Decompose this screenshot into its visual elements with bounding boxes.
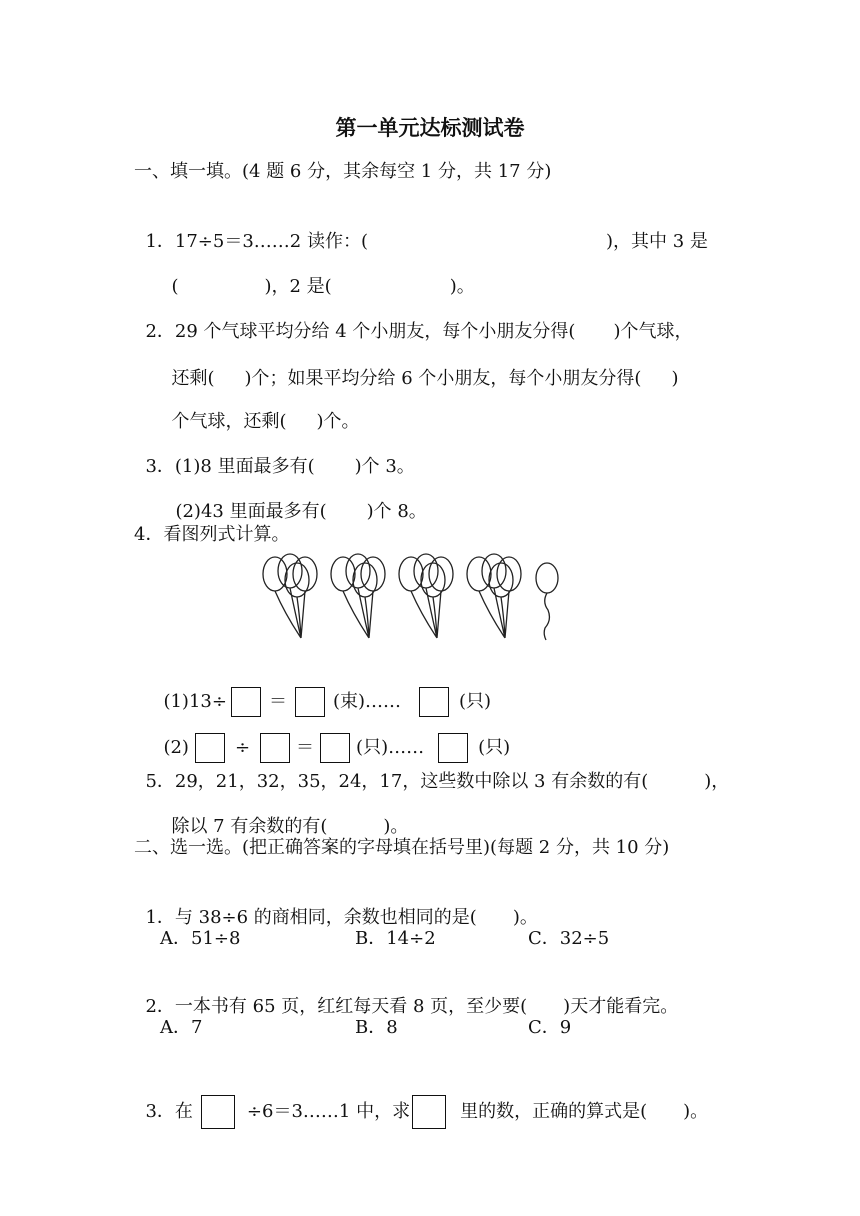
q4-row2-text-e: (只) (478, 737, 511, 758)
single-balloon (536, 563, 558, 640)
q3-text-b: )个 3。 (354, 456, 415, 477)
s2-q3-text-c: 里的数，正确的算式是( (460, 1101, 648, 1122)
page-title: 第一单元达标测试卷 (335, 116, 525, 140)
q2-line3 (160, 386, 360, 434)
q1-text-d: )，2 是( (264, 276, 332, 297)
s2-q2-option-a[interactable]: A．7 (160, 1017, 203, 1038)
section2-heading: 二、选一选。(把正确答案的字母填在括号里)(每题 2 分，共 10 分) (134, 837, 670, 858)
balloon-bunch-3 (399, 554, 453, 638)
q2-line2 (160, 343, 678, 391)
s2-q1-option-c[interactable]: C．32÷5 (528, 928, 610, 949)
q1-line1 (134, 206, 708, 254)
s2-q2-stem (134, 971, 678, 1019)
s2-q3-text-a: 3．在 (145, 1101, 193, 1122)
answer-box[interactable] (412, 1095, 446, 1129)
q4-row2-text-d: (只)…… (356, 737, 425, 758)
q4-row2-text-a: (2) (163, 737, 189, 758)
q2-text-b: )个气球， (613, 321, 693, 342)
q1-text-a: 1．17÷5＝3……2 读作：( (145, 231, 368, 252)
q4-row2-text-c: ＝ (296, 737, 315, 758)
section1-heading: 一、填一填。(4 题 6 分，其余每空 1 分，共 17 分) (134, 161, 552, 182)
q4-prompt: 4．看图列式计算。 (134, 524, 290, 545)
q5-text-d: )。 (383, 816, 409, 837)
q4-row1-text-c: (束)…… (332, 691, 401, 712)
balloon-bunch-2 (331, 554, 385, 638)
q3-text-d: )个 8。 (366, 501, 427, 522)
balloon-bunch-1 (263, 554, 317, 638)
q4-row2-text-b: ÷ (234, 737, 251, 758)
q5-text-a: 5．29，21，32，35，24，17，这些数中除以 3 有余数的有( (145, 771, 649, 792)
q3-text-c: (2)43 里面最多有( (175, 501, 327, 522)
s2-q3-text-b: ÷6＝3……1 中，求 (246, 1101, 411, 1122)
balloon-bunch-4 (467, 554, 521, 638)
q2-text-g: )个。 (316, 411, 360, 432)
s2-q1-stem (134, 882, 538, 930)
q2-text-a: 2．29 个气球平均分给 4 个小朋友，每个小朋友分得( (145, 321, 576, 342)
q1-text-b: )，其中 3 是 (606, 231, 708, 252)
q5-line2 (160, 791, 408, 839)
q5-text-c: 除以 7 有余数的有( (171, 816, 328, 837)
q3-line1 (134, 431, 415, 479)
q1-text-c: ( (171, 276, 179, 297)
s2-q1-text-a: 1．与 38÷6 的商相同，余数也相同的是( (145, 907, 477, 928)
s2-q3-text-d: )。 (683, 1101, 709, 1122)
q3-text-a: 3．(1)8 里面最多有( (145, 456, 315, 477)
q4-row1-text-a: (1)13÷ (163, 691, 227, 712)
q2-line1 (134, 296, 692, 344)
s2-q1-option-b[interactable]: B．14÷2 (355, 928, 436, 949)
q2-text-d: )个；如果平均分给 6 个小朋友，每个小朋友分得( (244, 368, 642, 389)
q4-row1-text-b: ＝ (268, 691, 287, 712)
q5-text-b: )， (704, 771, 730, 792)
q2-text-c: 还剩( (171, 368, 215, 389)
balloon-illustration (255, 552, 565, 644)
answer-box[interactable] (201, 1095, 235, 1129)
q2-text-e: ) (671, 368, 679, 389)
q5-line1 (134, 746, 729, 794)
s2-q3-stem (134, 1055, 708, 1131)
q4-row1-text-d: (只) (458, 691, 492, 712)
q1-text-e: )。 (449, 276, 475, 297)
s2-q2-option-c[interactable]: C．9 (528, 1017, 572, 1038)
s2-q2-option-b[interactable]: B．8 (355, 1017, 398, 1038)
s2-q2-text-b: )天才能看完。 (563, 996, 679, 1017)
s2-q1-option-a[interactable]: A．51÷8 (160, 928, 241, 949)
q1-line2 (160, 251, 475, 299)
q3-line2 (164, 476, 427, 524)
q2-text-f: 个气球，还剩( (171, 411, 287, 432)
s2-q2-text-a: 2．一本书有 65 页，红红每天看 8 页，至少要( (145, 996, 528, 1017)
s2-q1-text-b: )。 (512, 907, 538, 928)
